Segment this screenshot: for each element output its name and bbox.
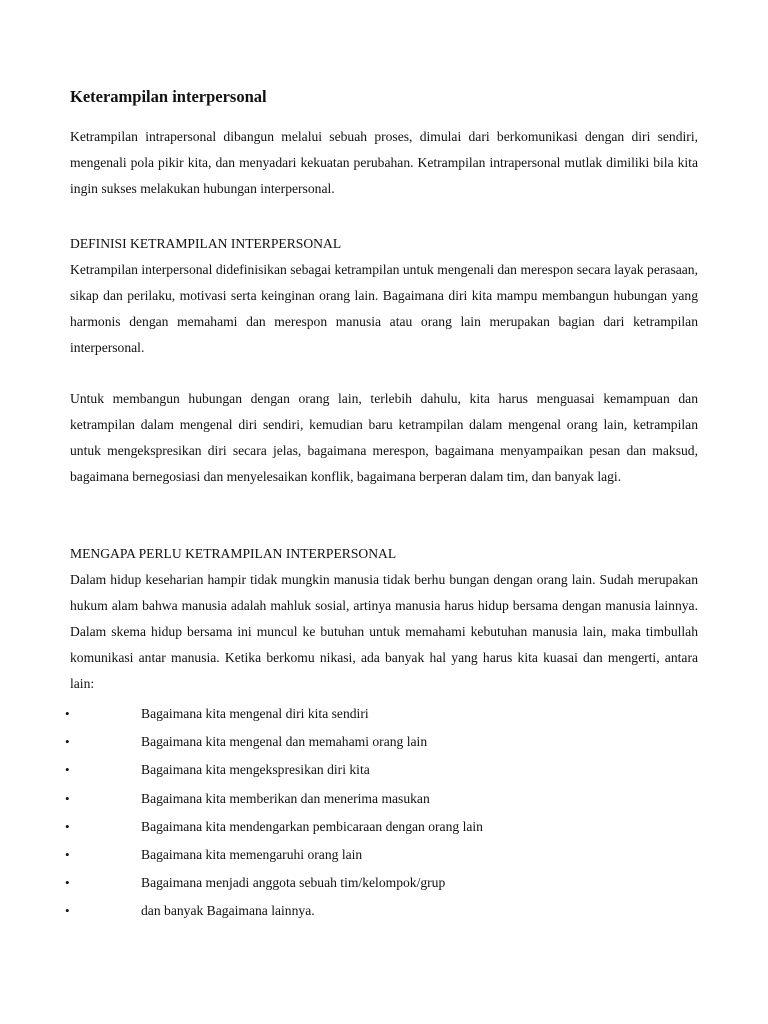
list-item-text: Bagaimana kita mengekspresikan diri kita (141, 762, 370, 778)
bullet-icon: • (65, 818, 70, 834)
bullet-icon: • (65, 734, 70, 750)
definisi-paragraph-2: Untuk membangun hubungan dengan orang lain, terlebih dahulu, kita harus menguasai kemampuan dan ketrampilan dalam mengenal diri sendiri, kemudian baru ketrampilan dalam mengenal orang lain, ketrampilan untuk mengekspresikan diri secara jelas, bagaimana merespon, bagaimana menyampaikan pesan dan maksud, bagaimana bernegosiasi dan menyelesaikan konflik, bagaimana berperan dalam tim, dan banyak lagi. (70, 391, 698, 484)
list-item-text: Bagaimana kita mendengarkan pembicaraan dengan orang lain (141, 818, 483, 834)
list-item (65, 785, 698, 813)
bullet-icon: • (65, 875, 70, 891)
list-item (65, 813, 698, 841)
list-item (65, 728, 698, 756)
list-item-text: Bagaimana menjadi anggota sebuah tim/kelompok/grup (141, 875, 446, 891)
list-item (65, 841, 698, 869)
list-item-text: Bagaimana kita memengaruhi orang lain (141, 846, 363, 862)
list-item (65, 700, 698, 728)
list-item-text: Bagaimana kita mengenal dan memahami orang lain (141, 734, 428, 750)
bullet-icon: • (65, 706, 70, 721)
list-item-text: Bagaimana kita memberikan dan menerima masukan (141, 790, 430, 806)
bullet-icon: • (65, 846, 70, 862)
bullet-icon: • (65, 903, 70, 919)
section-heading-mengapa: MENGAPA PERLU KETRAMPILAN INTERPERSONAL (70, 546, 397, 561)
list-item (65, 897, 698, 925)
list-item-text: dan banyak Bagaimana lainnya. (141, 903, 315, 919)
list-item (65, 869, 698, 897)
bullet-list (65, 700, 698, 926)
bullet-icon: • (65, 762, 70, 778)
bullet-icon: • (65, 790, 70, 806)
intro-paragraph: Ketrampilan intrapersonal dibangun melalui sebuah proses, dimulai dari berkomunikasi dengan diri sendiri, mengenali pola pikir kita, dan menyadari kekuatan perubahan. Ketrampilan intrapersonal mutlak dimiliki bila kita ingin sukses melakukan hubungan interpersonal. (70, 129, 698, 196)
section-heading-definisi: DEFINISI KETRAMPILAN INTERPERSONAL (70, 236, 342, 251)
definisi-paragraph-1: Ketrampilan interpersonal didefinisikan sebagai ketrampilan untuk mengenali dan merespon secara layak perasaan, sikap dan perilaku, motivasi serta keinginan orang lain. Bagaimana diri kita mampu membangun hubungan yang harmonis dengan memahami dan merespon manusia atau orang lain merupakan bagian dari ketrampilan interpersonal. (70, 262, 698, 355)
mengapa-paragraph: Dalam hidup keseharian hampir tidak mungkin manusia tidak berhu bungan dengan orang lain. Sudah merupakan hukum alam bahwa manusia adalah mahluk sosial, artinya manusia harus hidup bersama dengan manusia lainnya. Dalam skema hidup bersama ini muncul ke butuhan untuk memahami kebutuhan manusia lain, maka timbullah komunikasi antar manusia. Ketika berkomu nikasi, ada banyak hal yang harus kita kuasai dan mengerti, antara lain: (70, 572, 698, 691)
list-item (65, 756, 698, 784)
document-title: Keterampilan interpersonal (70, 87, 267, 106)
list-item-text: Bagaimana kita mengenal diri kita sendiri (141, 706, 369, 721)
